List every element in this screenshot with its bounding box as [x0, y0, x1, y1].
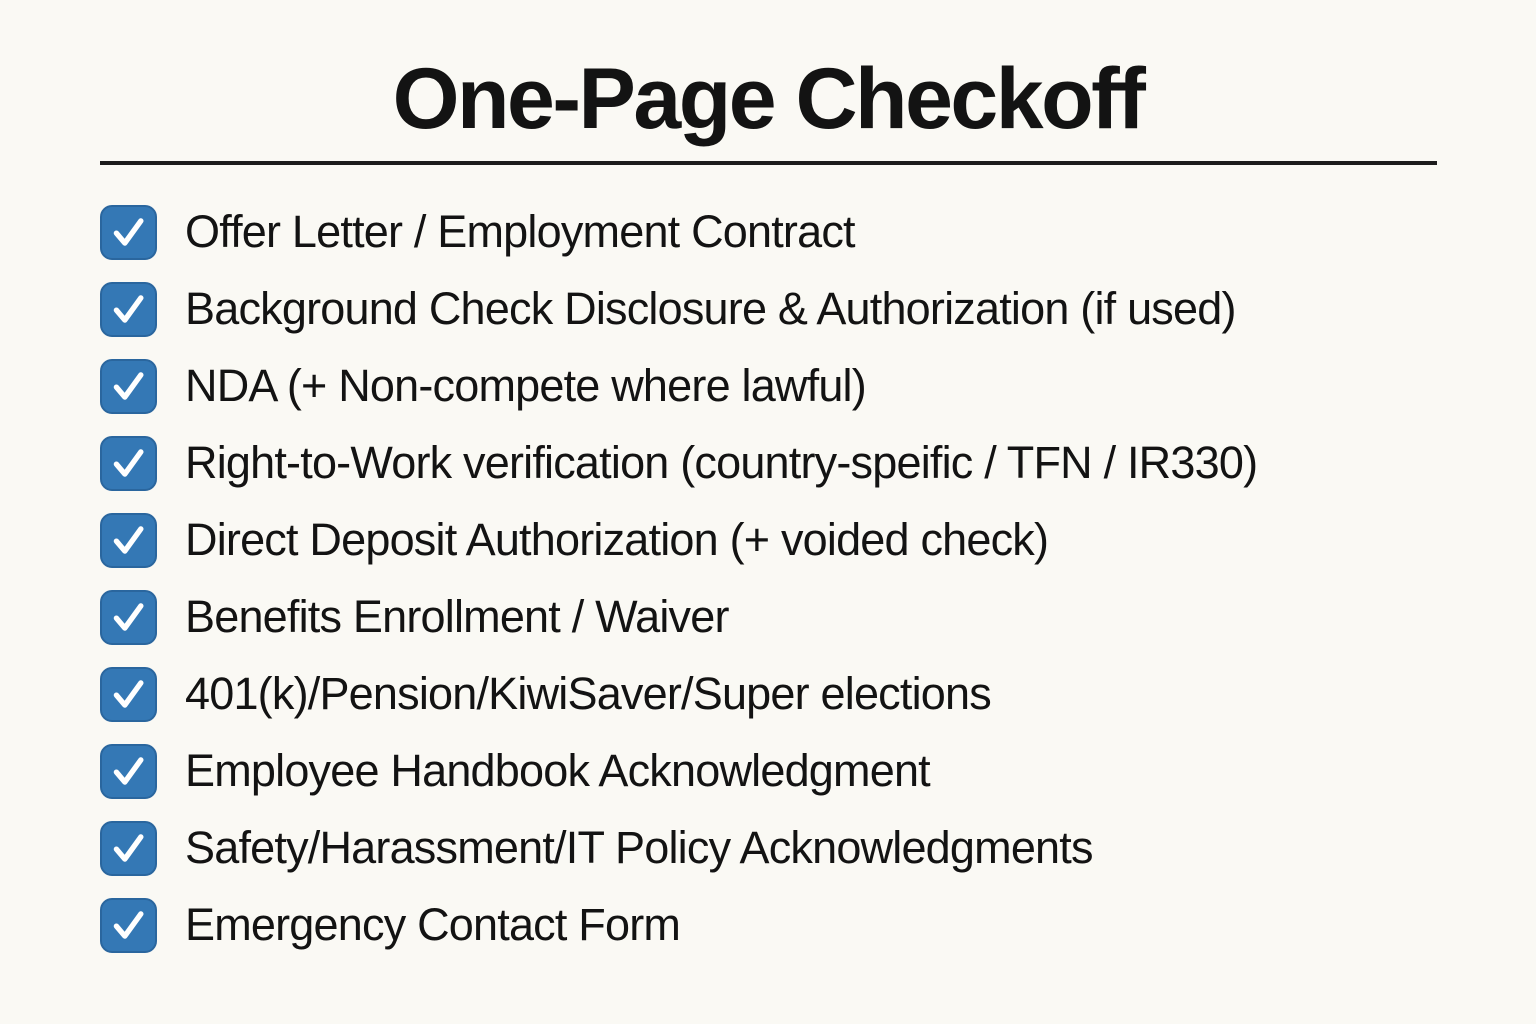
- checkbox-checked[interactable]: [100, 282, 157, 337]
- checklist-item-label: Background Check Disclosure & Authorization (if used): [185, 283, 1236, 335]
- checklist-item-label: Benefits Enrollment / Waiver: [185, 591, 729, 643]
- checkmark-icon: [107, 365, 151, 407]
- checklist-item: [100, 821, 1536, 876]
- checklist-item: [100, 436, 1536, 491]
- checklist-item: [100, 667, 1536, 722]
- checklist-item: [100, 513, 1536, 568]
- checkmark-icon: [107, 904, 151, 946]
- checklist-item-label: Safety/Harassment/IT Policy Acknowledgments: [185, 822, 1093, 874]
- checkbox-checked[interactable]: [100, 898, 157, 953]
- checklist-item: [100, 898, 1536, 953]
- checkbox-checked[interactable]: [100, 667, 157, 722]
- checkmark-icon: [107, 750, 151, 792]
- checklist-item-label: Right-to-Work verification (country-speific / TFN / IR330): [185, 437, 1258, 489]
- checkbox-checked[interactable]: [100, 744, 157, 799]
- checkbox-checked[interactable]: [100, 513, 157, 568]
- checkbox-checked[interactable]: [100, 359, 157, 414]
- checkmark-icon: [107, 827, 151, 869]
- checklist-item-label: Emergency Contact Form: [185, 899, 681, 951]
- checkmark-icon: [107, 211, 151, 253]
- checklist-item: [100, 590, 1536, 645]
- checkmark-icon: [107, 673, 151, 715]
- checklist-item-label: Offer Letter / Employment Contract: [185, 206, 855, 258]
- checklist-item: [100, 359, 1536, 414]
- checklist-item-label: NDA (+ Non-compete where lawful): [185, 360, 866, 412]
- checkmark-icon: [107, 519, 151, 561]
- checkbox-checked[interactable]: [100, 821, 157, 876]
- checklist: [100, 205, 1536, 953]
- checkbox-checked[interactable]: [100, 436, 157, 491]
- checkoff-page: [0, 52, 1536, 1024]
- checkmark-icon: [107, 596, 151, 638]
- checkmark-icon: [107, 442, 151, 484]
- checklist-item-label: 401(k)/Pension/KiwiSaver/Super elections: [185, 668, 991, 720]
- checklist-item: [100, 282, 1536, 337]
- checklist-item-label: Employee Handbook Acknowledgment: [185, 745, 930, 797]
- checkbox-checked[interactable]: [100, 590, 157, 645]
- checklist-item: [100, 744, 1536, 799]
- checkbox-checked[interactable]: [100, 205, 157, 260]
- checkmark-icon: [107, 288, 151, 330]
- page-title: One-Page Checkoff: [392, 51, 1144, 147]
- checklist-item-label: Direct Deposit Authorization (+ voided check): [185, 514, 1049, 566]
- checklist-item: [100, 205, 1536, 260]
- title-divider: [100, 161, 1437, 165]
